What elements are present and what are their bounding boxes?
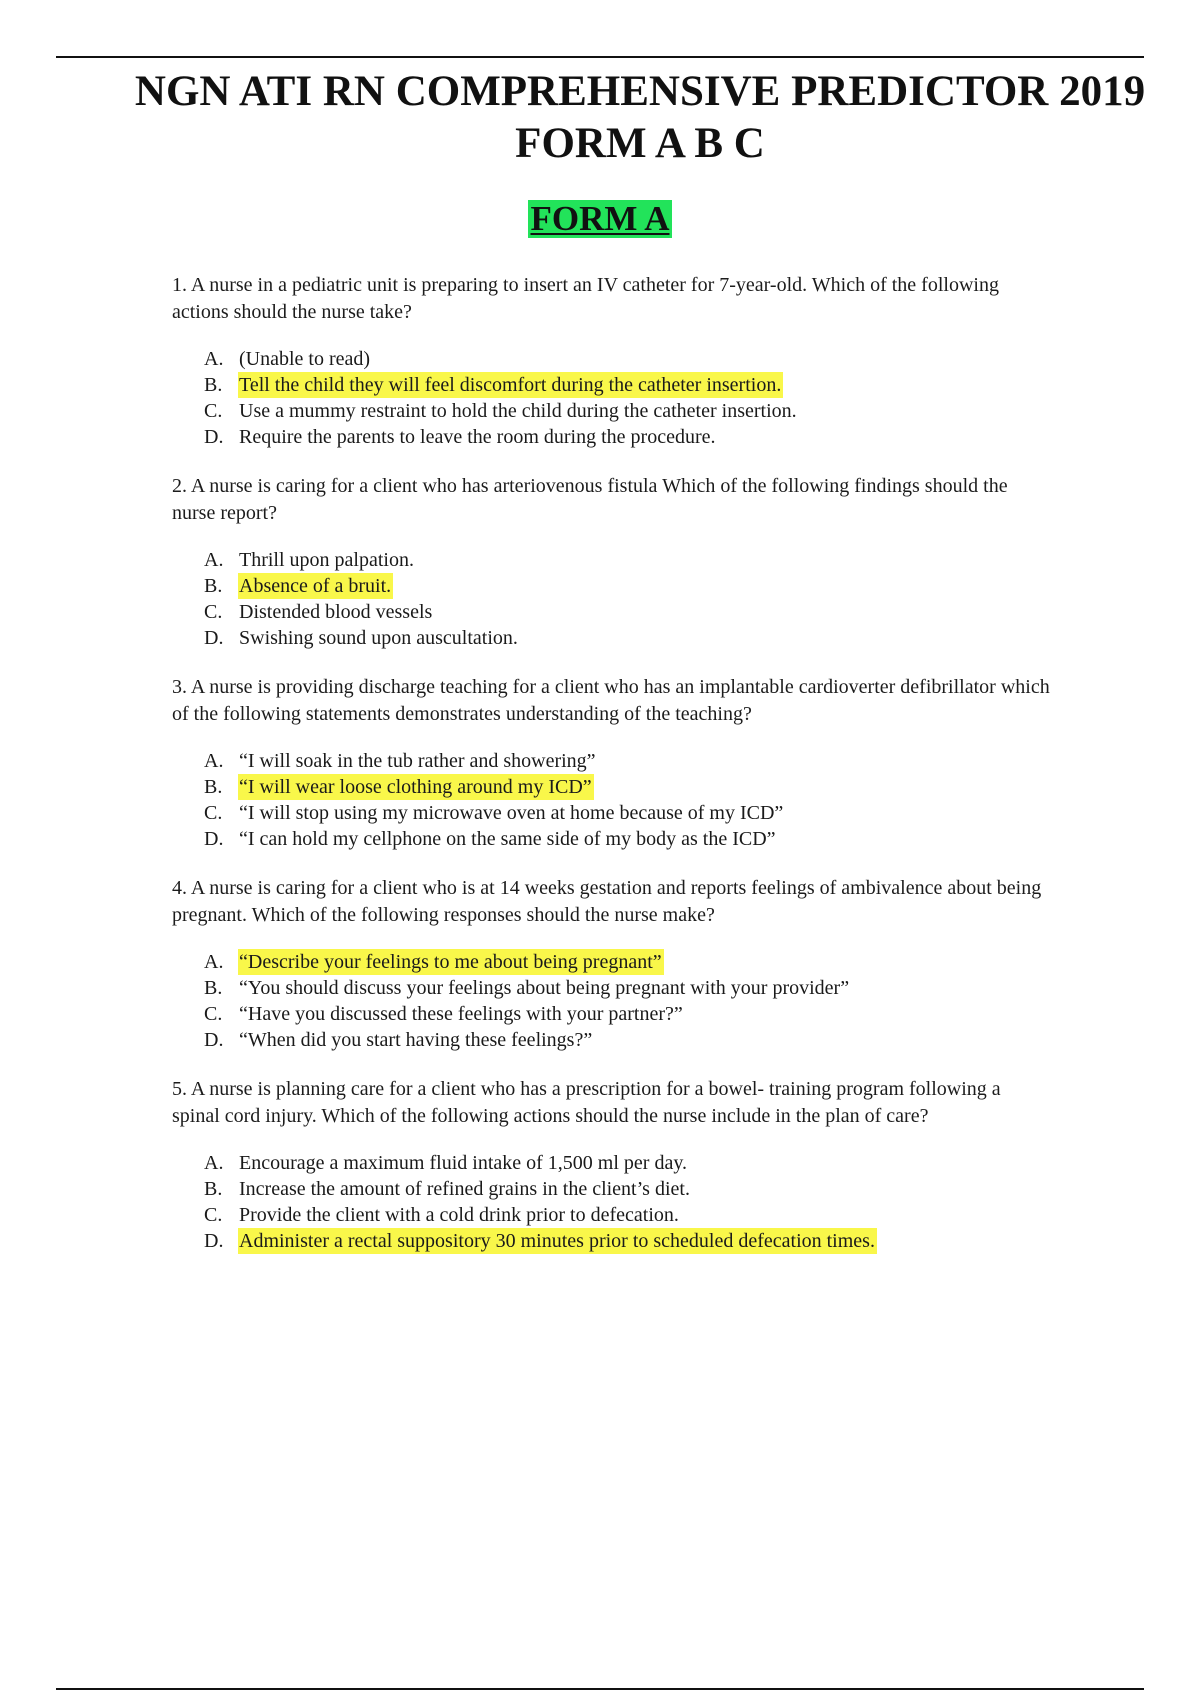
option-list	[172, 346, 1052, 450]
option-letter: D.	[204, 627, 224, 649]
option-letter: B.	[204, 977, 223, 999]
option-list	[172, 949, 1052, 1053]
option-text: Encourage a maximum fluid intake of 1,500 ml per day.	[239, 1152, 688, 1174]
option-text: Provide the client with a cold drink prior to defecation.	[239, 1204, 679, 1226]
option-text: Swishing sound upon auscultation.	[239, 627, 518, 649]
option-text: Require the parents to leave the room during the procedure.	[239, 426, 716, 448]
option-text-highlighted: Tell the child they will feel discomfort during the catheter insertion.	[239, 374, 782, 396]
option-letter: B.	[204, 575, 223, 597]
question-stem: 1. A nurse in a pediatric unit is preparing to insert an IV catheter for 7-year-old. Which of the following actions should the nurse take?	[172, 274, 999, 323]
option-c	[204, 1202, 1052, 1228]
option-letter: D.	[204, 828, 224, 850]
option-text-highlighted: Absence of a bruit.	[239, 575, 392, 597]
option-text: Increase the amount of refined grains in the client’s diet.	[239, 1178, 690, 1200]
question-1	[172, 272, 1052, 450]
option-text: Distended blood vessels	[239, 601, 433, 623]
option-letter: D.	[204, 1029, 224, 1051]
option-list	[172, 1150, 1052, 1254]
question-list	[172, 272, 1052, 1277]
option-text-highlighted: “Describe your feelings to me about being pregnant”	[239, 951, 662, 973]
question-5	[172, 1076, 1052, 1254]
option-d	[204, 1228, 1052, 1254]
bottom-rule	[56, 1688, 1144, 1690]
option-c	[204, 800, 1052, 826]
question-2	[172, 473, 1052, 651]
option-text: Thrill upon palpation.	[239, 549, 414, 571]
option-text: “I will soak in the tub rather and showering”	[239, 750, 596, 772]
option-letter: A.	[204, 348, 224, 370]
section-heading-label: FORM A	[530, 199, 670, 238]
title-line-1: NGN ATI RN COMPREHENSIVE PREDICTOR 2019	[134, 68, 1146, 115]
option-letter: A.	[204, 951, 224, 973]
option-text: “I will stop using my microwave oven at home because of my ICD”	[239, 802, 784, 824]
option-letter: C.	[204, 1204, 223, 1226]
option-list	[172, 748, 1052, 852]
question-stem: 4. A nurse is caring for a client who is at 14 weeks gestation and reports feelings of ambivalence about being pregnant. Which of the following responses should the nurse make?	[172, 877, 1042, 926]
option-a	[204, 547, 1052, 573]
option-c	[204, 1001, 1052, 1027]
option-a	[204, 346, 1052, 372]
option-a	[204, 1150, 1052, 1176]
question-4	[172, 875, 1052, 1053]
option-text: “You should discuss your feelings about being pregnant with your provider”	[239, 977, 850, 999]
option-letter: A.	[204, 549, 224, 571]
option-letter: A.	[204, 750, 224, 772]
option-letter: B.	[204, 374, 223, 396]
option-d	[204, 424, 1052, 450]
option-b	[204, 573, 1052, 599]
question-stem: 2. A nurse is caring for a client who has arteriovenous fistula Which of the following findings should the nurse report?	[172, 475, 1008, 524]
option-b	[204, 372, 1052, 398]
option-b	[204, 975, 1052, 1001]
option-letter: A.	[204, 1152, 224, 1174]
document-title	[100, 66, 1180, 170]
option-c	[204, 398, 1052, 424]
option-text: “When did you start having these feelings?”	[239, 1029, 593, 1051]
option-letter: C.	[204, 400, 223, 422]
question-3	[172, 674, 1052, 852]
option-d	[204, 1027, 1052, 1053]
option-list	[172, 547, 1052, 651]
option-a	[204, 949, 1052, 975]
option-text: Use a mummy restraint to hold the child during the catheter insertion.	[239, 400, 797, 422]
option-letter: C.	[204, 1003, 223, 1025]
option-c	[204, 599, 1052, 625]
option-text-highlighted: “I will wear loose clothing around my ICD”	[239, 776, 592, 798]
option-text-highlighted: Administer a rectal suppository 30 minutes prior to scheduled defecation times.	[239, 1230, 875, 1252]
option-letter: B.	[204, 776, 223, 798]
option-letter: B.	[204, 1178, 223, 1200]
question-stem: 5. A nurse is planning care for a client who has a prescription for a bowel- training program following a spinal cord injury. Which of the following actions should the nurse include in the plan of care?	[172, 1078, 1001, 1127]
option-b	[204, 1176, 1052, 1202]
option-letter: C.	[204, 601, 223, 623]
option-text: “I can hold my cellphone on the same side of my body as the ICD”	[239, 828, 776, 850]
option-text: (Unable to read)	[239, 348, 371, 370]
option-text: “Have you discussed these feelings with your partner?”	[239, 1003, 683, 1025]
option-b	[204, 774, 1052, 800]
option-d	[204, 826, 1052, 852]
option-d	[204, 625, 1052, 651]
title-line-2: FORM A B C	[515, 120, 765, 167]
top-rule	[56, 56, 1144, 58]
option-letter: D.	[204, 426, 224, 448]
option-letter: D.	[204, 1230, 224, 1252]
section-heading	[0, 200, 1200, 238]
question-stem: 3. A nurse is providing discharge teaching for a client who has an implantable cardioverter defibrillator which of the following statements demonstrates understanding of the teaching?	[172, 676, 1050, 725]
option-letter: C.	[204, 802, 223, 824]
option-a	[204, 748, 1052, 774]
